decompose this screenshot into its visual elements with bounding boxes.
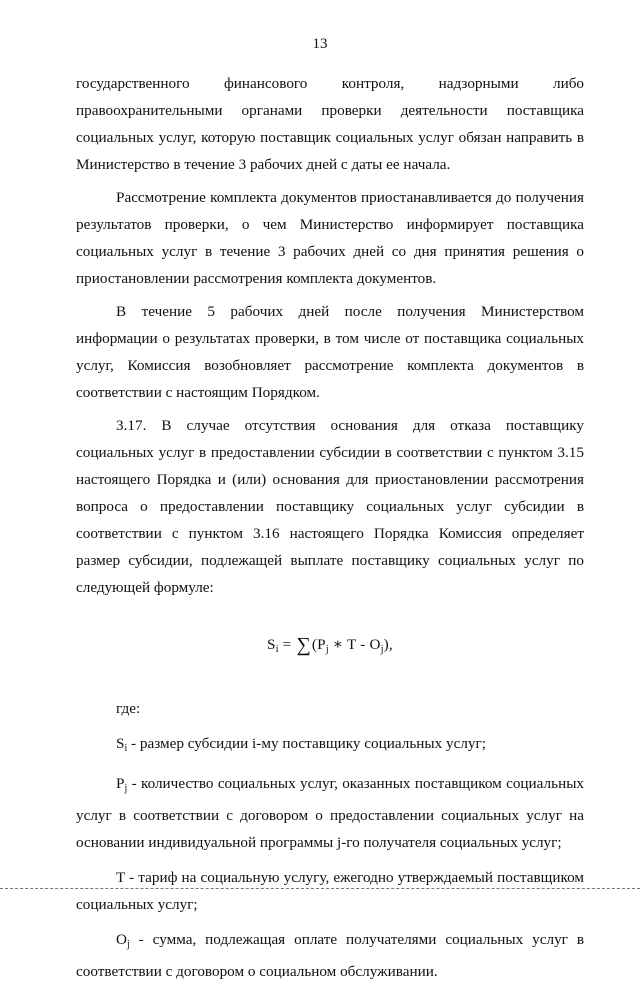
where-label: где: (116, 700, 141, 717)
paragraph-1-first-line (76, 70, 584, 97)
formula-equals: = (278, 636, 296, 653)
definition-text: - размер субсидии i-му поставщику социальных услуг; (127, 735, 486, 752)
paragraph-4: 3.17. В случае отсутствия основания для отказа поставщику социальных услуг в предоставлении субсидии в соответствии с пунктом 3.15 настоящего Порядка и (или) основания для приостановлении рассмотрения вопроса о предоставлении поставщику социальных услуг субсидии в соответствии с пунктом 3.16 настоящего Порядка Комиссия определяет размер субсидии, подлежащей выплате поставщику социальных услуг по следующей формуле: (76, 417, 584, 596)
word: либо (552, 75, 585, 92)
word: государственного (76, 75, 190, 92)
page-number: 13 (312, 36, 328, 52)
word: надзорными (438, 75, 519, 92)
formula-lhs-sub: i (275, 644, 279, 655)
definition-oj (76, 926, 584, 985)
formula-open: (P (311, 636, 326, 653)
definition-symbol-sub: j (124, 783, 128, 794)
formula-close: ), (383, 636, 393, 653)
formula-o-sub: j (380, 644, 384, 655)
document-body (76, 70, 584, 993)
definition-symbol-sub: j (126, 939, 130, 950)
formula-p-sub: j (325, 644, 329, 655)
definition-symbol: T (116, 869, 126, 886)
subsidy-formula (76, 631, 584, 663)
scan-edge-line (0, 888, 640, 891)
paragraph-3: В течение 5 рабочих дней после получения Министерством информации о результатах проверки, в том числе от поставщика социальных услуг, Комиссия возобновляет рассмотрение комплекта документов в соответствии с настоящим Порядком. (76, 303, 584, 401)
word: контроля, (341, 75, 405, 92)
word: финансового (223, 75, 308, 92)
definition-symbol: O (116, 931, 127, 948)
definition-symbol: S (116, 735, 125, 752)
definition-t (76, 864, 584, 918)
definition-symbol-sub: i (124, 743, 128, 754)
formula-mid: ∗ T - O (328, 636, 381, 653)
paragraph-2: Рассмотрение комплекта документов приостанавливается до получения результатов проверки, о чем Министерство информирует поставщика социальных услуг в течение 3 рабочих дней со дня принятия решения о приостановлении рассмотрения комплекта документов. (76, 189, 584, 287)
sum-symbol: ∑ (296, 634, 311, 656)
definition-text: - количество социальных услуг, оказанных поставщиком социальных услуг в соответствии с договором о предоставлении социальных услуг на основании индивидуальной программы j-го получателя социальных услуг; (76, 775, 584, 851)
definition-symbol: P (116, 775, 125, 792)
definition-si (76, 730, 584, 762)
paragraph-1-rest: правоохранительными органами проверки деятельности поставщика социальных услуг, которую поставщик социальных услуг обязан направить в Министерство в течение 3 рабочих дней с даты ее начала. (76, 102, 584, 173)
definition-text: - сумма, подлежащая оплате получателями социальных услуг в соответствии с договором о социальном обслуживании. (76, 931, 584, 980)
definition-pj (76, 770, 584, 856)
formula-lhs: S (267, 636, 276, 653)
definition-text: - тариф на социальную услугу, ежегодно утверждаемый поставщиком социальных услуг; (76, 869, 584, 913)
